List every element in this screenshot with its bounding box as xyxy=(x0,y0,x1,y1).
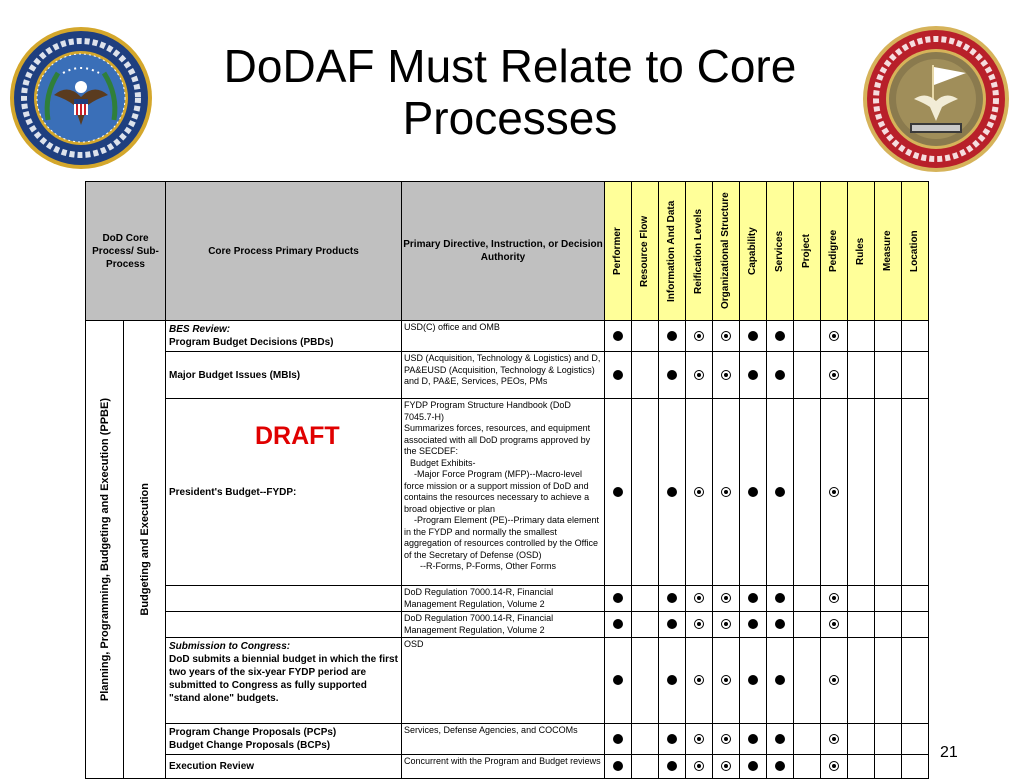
mark-cell-project xyxy=(794,638,821,724)
circled-dot-icon xyxy=(829,619,839,629)
process-cell xyxy=(86,321,124,779)
mark-cell-services xyxy=(767,586,794,612)
table-row xyxy=(86,399,929,586)
mark-cell-measure xyxy=(875,321,902,352)
authority-line: -Program Element (PE)--Primary data element in the FYDP and normally the smallest aggregation of resources controlled by the Office of the Secretary of Defense (OSD) xyxy=(404,515,600,560)
circled-dot-icon xyxy=(829,593,839,603)
mark-cell-rules xyxy=(848,399,875,586)
mark-cell-location xyxy=(902,321,929,352)
mark-cell-performer xyxy=(605,724,632,755)
product-section-label: Submission to Congress: xyxy=(169,641,291,652)
mark-cell-services xyxy=(767,612,794,638)
mark-cell-resource-flow xyxy=(632,352,659,399)
mark-cell-measure xyxy=(875,586,902,612)
product-cell xyxy=(166,586,402,612)
mark-cell-pedigree xyxy=(821,755,848,779)
mark-cell-information-and-data xyxy=(659,755,686,779)
mark-cell-information-and-data xyxy=(659,612,686,638)
mark-cell-location xyxy=(902,399,929,586)
slide-number: 21 xyxy=(940,744,958,761)
product-label: Program Change Proposals (PCPs) xyxy=(169,727,337,738)
filled-dot-icon xyxy=(748,734,758,744)
header-col-capability: Capability xyxy=(740,182,767,321)
mark-cell-services xyxy=(767,638,794,724)
authority-line: --R-Forms, P-Forms, Other Forms xyxy=(420,561,556,571)
filled-dot-icon xyxy=(667,675,677,685)
authority-line: -Major Force Program (MFP)--Macro-level force mission or a support mission of DoD and contains the resources necessary to achieve a broad objective or plan xyxy=(404,469,590,514)
mark-cell-rules xyxy=(848,352,875,399)
mark-cell-pedigree xyxy=(821,724,848,755)
mark-cell-measure xyxy=(875,352,902,399)
mark-cell-resource-flow xyxy=(632,321,659,352)
mark-cell-services xyxy=(767,352,794,399)
header-row xyxy=(86,182,929,321)
mark-cell-location xyxy=(902,638,929,724)
header-col-information-and-data: Information And Data xyxy=(659,182,686,321)
mark-cell-organizational-structure xyxy=(713,399,740,586)
mark-cell-project xyxy=(794,612,821,638)
filled-dot-icon xyxy=(748,487,758,497)
mark-cell-resource-flow xyxy=(632,755,659,779)
mark-cell-performer xyxy=(605,399,632,586)
header-col-pedigree: Pedigree xyxy=(821,182,848,321)
filled-dot-icon xyxy=(748,761,758,771)
product-cell xyxy=(166,612,402,638)
department-of-defense-seal-icon xyxy=(8,25,154,171)
product-cell xyxy=(166,638,402,724)
header-col-resource-flow: Resource Flow xyxy=(632,182,659,321)
subprocess-label: Budgeting and Execution xyxy=(138,483,151,616)
product-cell xyxy=(166,321,402,352)
mark-cell-information-and-data xyxy=(659,586,686,612)
circled-dot-icon xyxy=(694,593,704,603)
mark-cell-resource-flow xyxy=(632,612,659,638)
table-row xyxy=(86,352,929,399)
filled-dot-icon xyxy=(613,370,623,380)
circled-dot-icon xyxy=(721,593,731,603)
circled-dot-icon xyxy=(694,487,704,497)
circled-dot-icon xyxy=(721,734,731,744)
mark-cell-location xyxy=(902,352,929,399)
mark-cell-reification-levels xyxy=(686,399,713,586)
mark-cell-reification-levels xyxy=(686,352,713,399)
mark-cell-reification-levels xyxy=(686,586,713,612)
circled-dot-icon xyxy=(694,370,704,380)
filled-dot-icon xyxy=(667,487,677,497)
draft-label: DRAFT xyxy=(255,422,340,450)
mark-cell-information-and-data xyxy=(659,321,686,352)
filled-dot-icon xyxy=(775,675,785,685)
mark-cell-location xyxy=(902,755,929,779)
circled-dot-icon xyxy=(829,675,839,685)
subprocess-cell xyxy=(124,321,166,779)
header-col-performer: Performer xyxy=(605,182,632,321)
filled-dot-icon xyxy=(775,734,785,744)
filled-dot-icon xyxy=(667,331,677,341)
slide-title xyxy=(170,40,850,144)
mark-cell-capability xyxy=(740,638,767,724)
circled-dot-icon xyxy=(694,761,704,771)
authority-cell: OSD xyxy=(402,638,605,724)
mark-cell-services xyxy=(767,724,794,755)
authority-cell: USD(C) office and OMB xyxy=(402,321,605,352)
product-label: Execution Review xyxy=(169,761,255,772)
process-label: Planning, Programming, Budgeting and Execution (PPBE) xyxy=(98,397,111,702)
mark-cell-project xyxy=(794,755,821,779)
mark-cell-capability xyxy=(740,399,767,586)
mark-cell-pedigree xyxy=(821,586,848,612)
circled-dot-icon xyxy=(721,675,731,685)
header-col-rules: Rules xyxy=(848,182,875,321)
circled-dot-icon xyxy=(829,734,839,744)
filled-dot-icon xyxy=(748,619,758,629)
circled-dot-icon xyxy=(694,331,704,341)
mark-cell-rules xyxy=(848,586,875,612)
mark-cell-reification-levels xyxy=(686,724,713,755)
authority-cell xyxy=(402,399,605,586)
header-col-reification-levels: Reification Levels xyxy=(686,182,713,321)
mark-cell-performer xyxy=(605,321,632,352)
authority-cell: Concurrent with the Program and Budget reviews xyxy=(402,755,605,779)
slide-title-line-1: DoDAF Must Relate to Core xyxy=(223,40,797,92)
mark-cell-organizational-structure xyxy=(713,352,740,399)
product-cell xyxy=(166,352,402,399)
mark-cell-performer xyxy=(605,755,632,779)
mark-cell-organizational-structure xyxy=(713,586,740,612)
mark-cell-capability xyxy=(740,321,767,352)
circled-dot-icon xyxy=(829,370,839,380)
mark-cell-information-and-data xyxy=(659,352,686,399)
circled-dot-icon xyxy=(721,487,731,497)
circled-dot-icon xyxy=(829,331,839,341)
core-process-table xyxy=(85,181,929,779)
authority-line: Summarizes forces, resources, and equipment associated with all DoD programs approved by the SECDEF: xyxy=(404,423,591,456)
mark-cell-project xyxy=(794,321,821,352)
authority-line: Budget Exhibits- xyxy=(410,457,476,468)
circled-dot-icon xyxy=(694,675,704,685)
mark-cell-location xyxy=(902,612,929,638)
authority-cell: DoD Regulation 7000.14-R, Financial Management Regulation, Volume 2 xyxy=(402,612,605,638)
mark-cell-rules xyxy=(848,638,875,724)
mark-cell-capability xyxy=(740,352,767,399)
product-section-label: BES Review: xyxy=(169,324,231,335)
circled-dot-icon xyxy=(829,487,839,497)
mark-cell-organizational-structure xyxy=(713,321,740,352)
authority-cell: USD (Acquisition, Technology & Logistics) and D, PA&EUSD (Acquisition, Technology & Logistics) and D, PA&E, Services, PEOs, PMs xyxy=(402,352,605,399)
mark-cell-services xyxy=(767,755,794,779)
mark-cell-rules xyxy=(848,612,875,638)
header-process: DoD Core Process/ Sub-Process xyxy=(86,182,166,321)
mark-cell-organizational-structure xyxy=(713,612,740,638)
mark-cell-measure xyxy=(875,399,902,586)
mark-cell-project xyxy=(794,586,821,612)
dod-cio-seal-icon xyxy=(862,25,1010,173)
mark-cell-rules xyxy=(848,321,875,352)
mark-cell-project xyxy=(794,352,821,399)
mark-cell-capability xyxy=(740,755,767,779)
mark-cell-capability xyxy=(740,586,767,612)
authority-line: FYDP Program Structure Handbook (DoD 7045.7-H) xyxy=(404,400,571,422)
product-cell xyxy=(166,755,402,779)
mark-cell-resource-flow xyxy=(632,399,659,586)
circled-dot-icon xyxy=(694,619,704,629)
filled-dot-icon xyxy=(667,734,677,744)
mark-cell-resource-flow xyxy=(632,638,659,724)
mark-cell-capability xyxy=(740,612,767,638)
mark-cell-performer xyxy=(605,352,632,399)
filled-dot-icon xyxy=(613,619,623,629)
filled-dot-icon xyxy=(667,619,677,629)
mark-cell-performer xyxy=(605,638,632,724)
filled-dot-icon xyxy=(613,593,623,603)
filled-dot-icon xyxy=(775,619,785,629)
filled-dot-icon xyxy=(613,675,623,685)
authority-cell: Services, Defense Agencies, and COCOMs xyxy=(402,724,605,755)
mark-cell-performer xyxy=(605,612,632,638)
header-col-services: Services xyxy=(767,182,794,321)
header-col-project: Project xyxy=(794,182,821,321)
mark-cell-information-and-data xyxy=(659,638,686,724)
mark-cell-organizational-structure xyxy=(713,724,740,755)
circled-dot-icon xyxy=(721,370,731,380)
filled-dot-icon xyxy=(613,331,623,341)
table-row xyxy=(86,724,929,755)
authority-cell: DoD Regulation 7000.14-R, Financial Management Regulation, Volume 2 xyxy=(402,586,605,612)
table-row xyxy=(86,638,929,724)
mark-cell-measure xyxy=(875,755,902,779)
mark-cell-information-and-data xyxy=(659,399,686,586)
header-products: Core Process Primary Products xyxy=(166,182,402,321)
filled-dot-icon xyxy=(748,370,758,380)
product-label: Major Budget Issues (MBIs) xyxy=(169,369,301,381)
filled-dot-icon xyxy=(748,331,758,341)
filled-dot-icon xyxy=(775,370,785,380)
mark-cell-measure xyxy=(875,724,902,755)
filled-dot-icon xyxy=(667,370,677,380)
header-col-location: Location xyxy=(902,182,929,321)
mark-cell-pedigree xyxy=(821,638,848,724)
mark-cell-services xyxy=(767,399,794,586)
filled-dot-icon xyxy=(613,734,623,744)
mark-cell-capability xyxy=(740,724,767,755)
mark-cell-rules xyxy=(848,724,875,755)
circled-dot-icon xyxy=(829,761,839,771)
mark-cell-rules xyxy=(848,755,875,779)
mark-cell-reification-levels xyxy=(686,755,713,779)
table-row xyxy=(86,586,929,612)
product-label: Program Budget Decisions (PBDs) xyxy=(169,337,334,348)
mark-cell-location xyxy=(902,586,929,612)
filled-dot-icon xyxy=(775,761,785,771)
mark-cell-organizational-structure xyxy=(713,755,740,779)
filled-dot-icon xyxy=(613,487,623,497)
product-label: President's Budget--FYDP: xyxy=(169,486,297,498)
table-row xyxy=(86,321,929,352)
mark-cell-pedigree xyxy=(821,612,848,638)
mark-cell-resource-flow xyxy=(632,586,659,612)
product-cell xyxy=(166,724,402,755)
header-col-measure: Measure xyxy=(875,182,902,321)
filled-dot-icon xyxy=(667,593,677,603)
mark-cell-reification-levels xyxy=(686,612,713,638)
filled-dot-icon xyxy=(748,593,758,603)
slide-title-line-2: Processes xyxy=(402,92,618,144)
mark-cell-measure xyxy=(875,612,902,638)
mark-cell-pedigree xyxy=(821,399,848,586)
mark-cell-information-and-data xyxy=(659,724,686,755)
mark-cell-reification-levels xyxy=(686,638,713,724)
mark-cell-reification-levels xyxy=(686,321,713,352)
mark-cell-performer xyxy=(605,586,632,612)
mark-cell-organizational-structure xyxy=(713,638,740,724)
filled-dot-icon xyxy=(748,675,758,685)
filled-dot-icon xyxy=(775,331,785,341)
filled-dot-icon xyxy=(775,487,785,497)
circled-dot-icon xyxy=(721,619,731,629)
mark-cell-measure xyxy=(875,638,902,724)
product-label: DoD submits a biennial budget in which the first two years of the six-year FYDP period are submitted to Congress as fully supported "stand alone" budgets. xyxy=(169,654,398,704)
mark-cell-project xyxy=(794,724,821,755)
mark-cell-pedigree xyxy=(821,321,848,352)
filled-dot-icon xyxy=(775,593,785,603)
filled-dot-icon xyxy=(667,761,677,771)
table-row xyxy=(86,612,929,638)
mark-cell-services xyxy=(767,321,794,352)
table-row xyxy=(86,755,929,779)
mark-cell-pedigree xyxy=(821,352,848,399)
circled-dot-icon xyxy=(721,331,731,341)
circled-dot-icon xyxy=(721,761,731,771)
mark-cell-location xyxy=(902,724,929,755)
circled-dot-icon xyxy=(694,734,704,744)
mark-cell-resource-flow xyxy=(632,724,659,755)
product-label-2: Budget Change Proposals (BCPs) xyxy=(169,740,331,751)
header-authority: Primary Directive, Instruction, or Decision Authority xyxy=(402,182,605,321)
mark-cell-project xyxy=(794,399,821,586)
header-col-organizational-structure: Organizational Structure xyxy=(713,182,740,321)
filled-dot-icon xyxy=(613,761,623,771)
